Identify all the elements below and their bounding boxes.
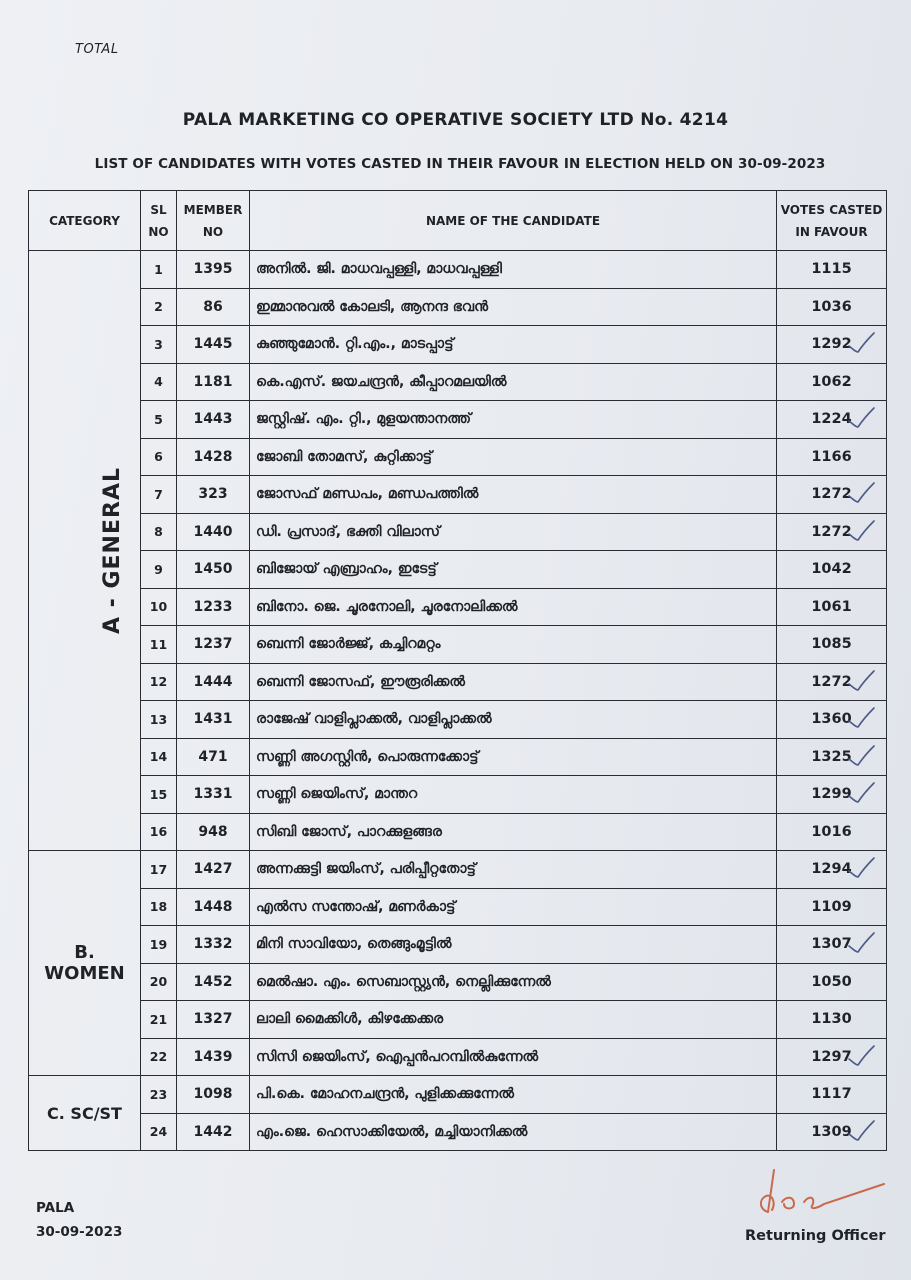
table-row [29, 888, 887, 926]
table-row [29, 1038, 887, 1076]
table-row [29, 513, 887, 551]
tick-mark-icon [846, 405, 876, 429]
candidate-name-cell: മെൽഷാ. എം. സെബാസ്റ്റ്യൻ, നെല്ലിക്കുന്നേൽ [250, 963, 777, 1001]
votes-value: 1109 [811, 898, 852, 915]
member-no-cell: 1452 [177, 963, 250, 1001]
votes-value: 1272 [811, 523, 852, 540]
sl-no-cell: 16 [141, 813, 177, 851]
sl-no-cell: 10 [141, 588, 177, 626]
table-row [29, 326, 887, 364]
votes-value: 1050 [811, 973, 852, 990]
table-row [29, 663, 887, 701]
votes-cell [777, 588, 887, 626]
header-member-no: MEMBER NO [177, 191, 250, 251]
sl-no-cell: 1 [141, 251, 177, 289]
candidate-name-cell: സണ്ണി ജെയിംസ്, മാന്തറ [250, 776, 777, 814]
votes-cell [777, 663, 887, 701]
member-no-cell: 1098 [177, 1076, 250, 1114]
officer-signature [752, 1162, 892, 1222]
sl-no-cell: 4 [141, 363, 177, 401]
category-general-label: A - GENERAL [100, 467, 125, 634]
table-row [29, 401, 887, 439]
votes-cell [777, 551, 887, 589]
table-row [29, 926, 887, 964]
member-no-cell: 1442 [177, 1113, 250, 1151]
votes-value: 1360 [811, 711, 852, 728]
tick-mark-icon [846, 1043, 876, 1067]
sl-no-cell: 18 [141, 888, 177, 926]
member-no-cell: 1327 [177, 1001, 250, 1039]
votes-cell [777, 626, 887, 664]
sl-no-cell: 22 [141, 1038, 177, 1076]
candidate-name-cell: അനിൽ. ജി. മാധവപ്പള്ളി, മാധവപ്പള്ളി [250, 251, 777, 289]
votes-value: 1309 [811, 1123, 852, 1140]
footer-place: PALA [36, 1200, 75, 1216]
votes-value: 1272 [811, 673, 852, 690]
member-no-cell: 1428 [177, 438, 250, 476]
candidate-name-cell: ലാലി മൈക്കിൾ, കിഴക്കേക്കര [250, 1001, 777, 1039]
sl-no-cell: 8 [141, 513, 177, 551]
header-category: CATEGORY [29, 191, 141, 251]
sl-no-cell: 2 [141, 288, 177, 326]
category-women-line1: B. [74, 942, 95, 963]
footer-date: 30-09-2023 [36, 1224, 123, 1240]
table-row [29, 588, 887, 626]
member-no-cell: 1181 [177, 363, 250, 401]
sl-no-cell: 17 [141, 851, 177, 889]
votes-value: 1224 [811, 411, 852, 428]
member-no-cell: 1443 [177, 401, 250, 439]
table-row [29, 1076, 887, 1114]
votes-cell [777, 363, 887, 401]
sl-no-cell: 21 [141, 1001, 177, 1039]
member-no-cell: 1331 [177, 776, 250, 814]
candidate-name-cell: സിബി ജോസ്, പാറക്കുളങ്ങര [250, 813, 777, 851]
votes-cell [777, 513, 887, 551]
tick-mark-icon [846, 668, 876, 692]
sl-no-cell: 11 [141, 626, 177, 664]
table-row [29, 851, 887, 889]
votes-value: 1130 [811, 1011, 852, 1028]
votes-cell [777, 813, 887, 851]
candidates-table [28, 190, 887, 1151]
table-row [29, 776, 887, 814]
sl-no-cell: 6 [141, 438, 177, 476]
sl-no-cell: 15 [141, 776, 177, 814]
votes-value: 1061 [811, 598, 852, 615]
table-row [29, 738, 887, 776]
tick-mark-icon [846, 780, 876, 804]
votes-value: 1307 [811, 936, 852, 953]
table-row [29, 288, 887, 326]
member-no-cell: 1448 [177, 888, 250, 926]
votes-value: 1292 [811, 336, 852, 353]
candidate-name-cell: ബിനോ. ജെ. ചൂരനോലി, ചൂരനോലിക്കൽ [250, 588, 777, 626]
tick-mark-icon [846, 330, 876, 354]
tick-mark-icon [846, 480, 876, 504]
candidate-name-cell: എൽസ സന്തോഷ്, മണർകാട്ട് [250, 888, 777, 926]
category-women-line2: WOMEN [44, 963, 125, 984]
tick-mark-icon [846, 1118, 876, 1142]
table-row [29, 626, 887, 664]
candidate-name-cell: കുഞ്ഞുമോൻ. റ്റി.എം., മാടപ്പാട്ട് [250, 326, 777, 364]
votes-cell [777, 326, 887, 364]
votes-cell [777, 776, 887, 814]
tick-mark-icon [846, 930, 876, 954]
member-no-cell: 86 [177, 288, 250, 326]
sl-no-cell: 24 [141, 1113, 177, 1151]
table-row [29, 1001, 887, 1039]
candidate-name-cell: ജസ്റ്റിഷ്. എം. റ്റി., മുളയന്താനത്ത് [250, 401, 777, 439]
tick-mark-icon [846, 705, 876, 729]
votes-cell [777, 888, 887, 926]
tick-mark-icon [846, 743, 876, 767]
candidate-name-cell: മിനി സാവിയോ, തെങ്ങുംമൂട്ടിൽ [250, 926, 777, 964]
candidate-name-cell: ബിജോയ് എബ്രാഹം, ഇടേട്ട് [250, 551, 777, 589]
candidate-name-cell: കെ.എസ്. ജയചന്ദ്രൻ, കീപ്പാറമലയിൽ [250, 363, 777, 401]
member-no-cell: 1332 [177, 926, 250, 964]
votes-cell [777, 1076, 887, 1114]
table-row [29, 701, 887, 739]
category-women [29, 851, 141, 1076]
votes-cell [777, 438, 887, 476]
candidate-name-cell: ബെന്നി ജോസഫ്, ഈരൂരിക്കൽ [250, 663, 777, 701]
document-subtitle: LIST OF CANDIDATES WITH VOTES CASTED IN THEIR FAVOUR IN ELECTION HELD ON 30-09-2023 [94, 156, 826, 172]
category-general [29, 251, 141, 851]
member-no-cell: 948 [177, 813, 250, 851]
member-no-cell: 1237 [177, 626, 250, 664]
votes-cell [777, 701, 887, 739]
header-votes: VOTES CASTED IN FAVOUR [777, 191, 887, 251]
table-row [29, 1113, 887, 1151]
table-row [29, 438, 887, 476]
votes-value: 1042 [811, 561, 852, 578]
header-candidate-name: NAME OF THE CANDIDATE [250, 191, 777, 251]
candidate-name-cell: ഇമ്മാനുവൽ കോലടി, ആനന്ദ ഭവൻ [250, 288, 777, 326]
sl-no-cell: 7 [141, 476, 177, 514]
sl-no-cell: 19 [141, 926, 177, 964]
votes-value: 1299 [811, 786, 852, 803]
member-no-cell: 1439 [177, 1038, 250, 1076]
votes-value: 1294 [811, 861, 852, 878]
votes-cell [777, 851, 887, 889]
votes-cell [777, 1113, 887, 1151]
table-row [29, 963, 887, 1001]
votes-value: 1062 [811, 373, 852, 390]
total-label: TOTAL [75, 42, 119, 57]
candidate-name-cell: അന്നക്കുട്ടി ജയിംസ്, പരിപ്പീറ്റതോട്ട് [250, 851, 777, 889]
votes-cell [777, 738, 887, 776]
votes-cell [777, 1001, 887, 1039]
votes-value: 1117 [811, 1086, 852, 1103]
table-row [29, 363, 887, 401]
votes-cell [777, 251, 887, 289]
votes-value: 1016 [811, 823, 852, 840]
header-sl-no: SL NO [141, 191, 177, 251]
table-header-row [29, 191, 887, 251]
votes-value: 1166 [811, 448, 852, 465]
sl-no-cell: 13 [141, 701, 177, 739]
document-title: PALA MARKETING CO OPERATIVE SOCIETY LTD No. 4214 [182, 110, 729, 130]
table-row [29, 551, 887, 589]
tick-mark-icon [846, 855, 876, 879]
member-no-cell: 1444 [177, 663, 250, 701]
sl-no-cell: 14 [141, 738, 177, 776]
sl-no-cell: 3 [141, 326, 177, 364]
table-row [29, 813, 887, 851]
votes-cell [777, 476, 887, 514]
candidate-name-cell: പി.കെ. മോഹനചന്ദ്രൻ, പുളിക്കക്കുന്നേൽ [250, 1076, 777, 1114]
candidate-name-cell: സിസി ജെയിംസ്, ഐപ്പൻപറമ്പിൽകുന്നേൽ [250, 1038, 777, 1076]
candidate-name-cell: ജോസഫ് മണ്ഡപം, മണ്ഡപത്തിൽ [250, 476, 777, 514]
votes-value: 1325 [811, 748, 852, 765]
votes-cell [777, 288, 887, 326]
member-no-cell: 1233 [177, 588, 250, 626]
sl-no-cell: 5 [141, 401, 177, 439]
table-row [29, 251, 887, 289]
category-scst [29, 1076, 141, 1151]
votes-cell [777, 963, 887, 1001]
votes-cell [777, 926, 887, 964]
member-no-cell: 1450 [177, 551, 250, 589]
sl-no-cell: 23 [141, 1076, 177, 1114]
votes-cell [777, 1038, 887, 1076]
tick-mark-icon [846, 518, 876, 542]
votes-cell [777, 401, 887, 439]
returning-officer-label: Returning Officer [745, 1228, 886, 1244]
sl-no-cell: 9 [141, 551, 177, 589]
member-no-cell: 1440 [177, 513, 250, 551]
member-no-cell: 1427 [177, 851, 250, 889]
votes-value: 1297 [811, 1048, 852, 1065]
sl-no-cell: 20 [141, 963, 177, 1001]
candidate-name-cell: ബെന്നി ജോർജ്ജ്, കച്ചിറമറ്റം [250, 626, 777, 664]
member-no-cell: 1395 [177, 251, 250, 289]
candidate-name-cell: ജോബി തോമസ്, കുറ്റിക്കാട്ട് [250, 438, 777, 476]
member-no-cell: 1431 [177, 701, 250, 739]
member-no-cell: 471 [177, 738, 250, 776]
candidate-name-cell: രാജേഷ് വാളിപ്ലാക്കൽ, വാളിപ്ലാക്കൽ [250, 701, 777, 739]
votes-value: 1115 [811, 261, 852, 278]
votes-value: 1036 [811, 298, 852, 315]
member-no-cell: 1445 [177, 326, 250, 364]
votes-value: 1272 [811, 486, 852, 503]
candidate-name-cell: ഡി. പ്രസാദ്, ഭക്തി വിലാസ് [250, 513, 777, 551]
sl-no-cell: 12 [141, 663, 177, 701]
votes-value: 1085 [811, 636, 852, 653]
candidate-name-cell: എം.ജെ. ഹെസാക്കിയേൽ, മച്ചിയാനിക്കൽ [250, 1113, 777, 1151]
category-scst-label: C. SC/ST [47, 1103, 122, 1123]
candidate-name-cell: സണ്ണി അഗസ്റ്റിൻ, പൊരുന്നക്കോട്ട് [250, 738, 777, 776]
member-no-cell: 323 [177, 476, 250, 514]
table-row [29, 476, 887, 514]
